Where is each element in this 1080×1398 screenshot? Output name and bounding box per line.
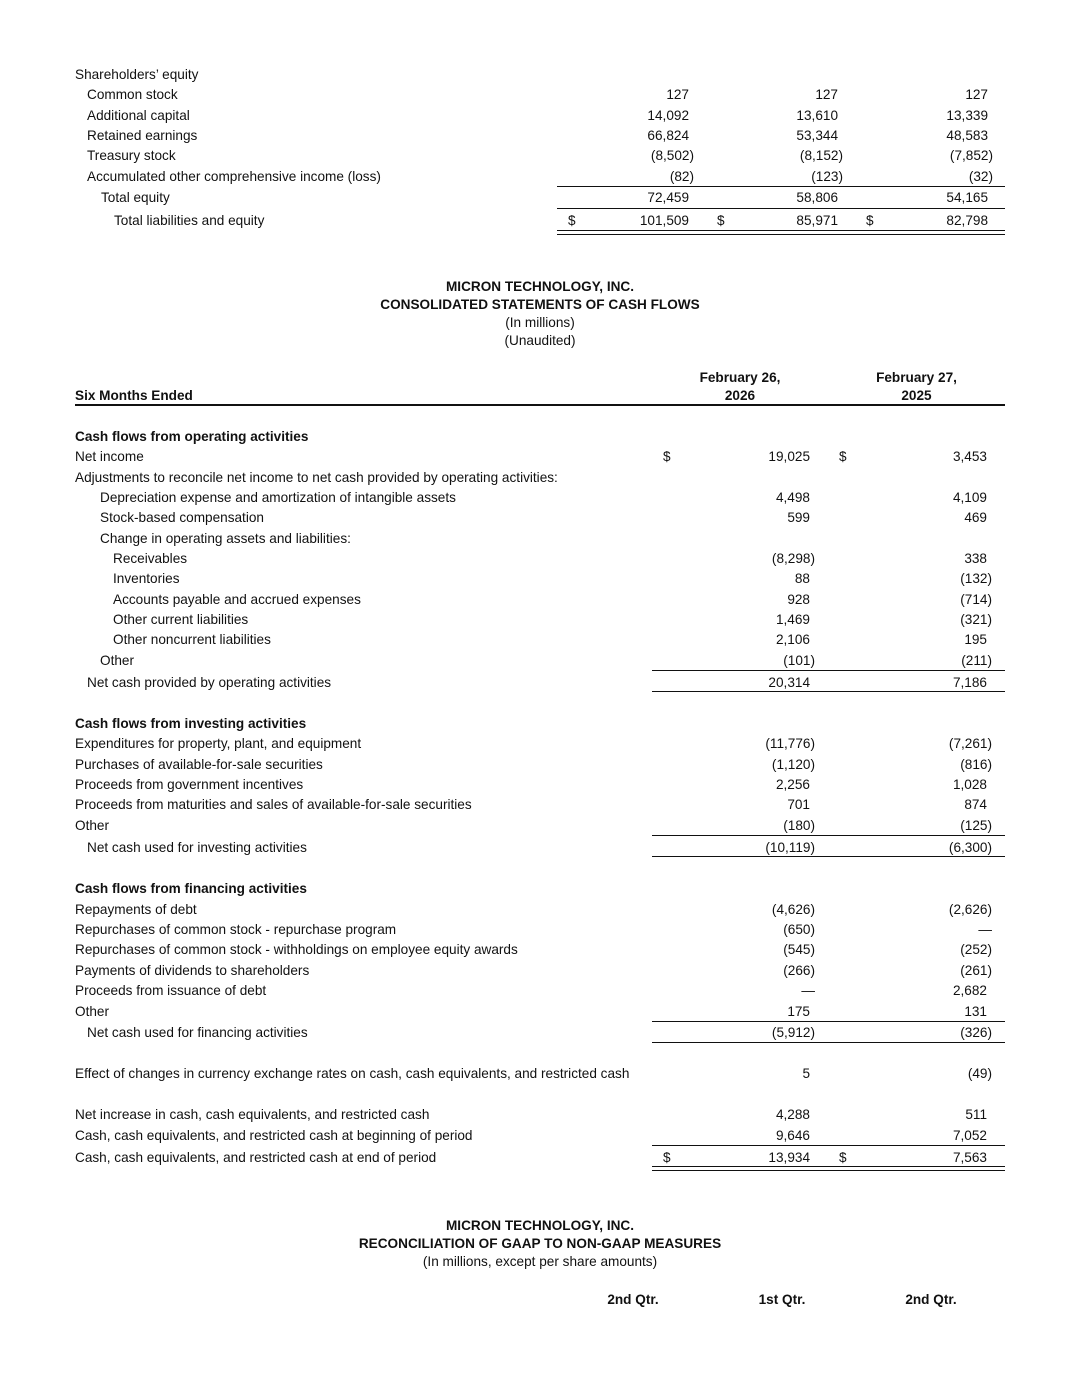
value-col-1: 66,824 bbox=[647, 128, 689, 143]
table-row bbox=[0, 755, 1080, 775]
currency-symbol: $ bbox=[663, 1150, 671, 1165]
net-operating-row bbox=[0, 673, 1080, 693]
value-col-1: 127 bbox=[666, 87, 689, 102]
value-col-1: (180) bbox=[783, 818, 815, 833]
value-col-3: (7,852) bbox=[949, 148, 993, 163]
column-header-2-line2: 2025 bbox=[901, 388, 932, 403]
section-heading: Cash flows from financing activities bbox=[75, 881, 307, 896]
value-col-2: (2,626) bbox=[948, 901, 992, 917]
value-col-1: (1,120) bbox=[771, 756, 815, 772]
value-col-1: 72,459 bbox=[647, 190, 689, 205]
column-header-2-line1: February 27, bbox=[876, 370, 957, 385]
total-rule bbox=[652, 856, 1005, 857]
value-col-1: 2,256 bbox=[775, 777, 810, 792]
row-label: Accounts payable and accrued expenses bbox=[113, 591, 361, 607]
value-col-2: 85,971 bbox=[796, 213, 838, 228]
row-label: Other current liabilities bbox=[113, 612, 249, 627]
value-col-2: 874 bbox=[964, 797, 987, 812]
row-label: Purchases of available-for-sale securities bbox=[75, 756, 323, 772]
audit-status: (Unaudited) bbox=[504, 333, 576, 348]
grand-total-double-rule bbox=[557, 230, 1005, 235]
period-label: Six Months Ended bbox=[75, 388, 193, 403]
net-investing-row bbox=[0, 838, 1080, 858]
row-label: Other bbox=[75, 1004, 109, 1019]
row-label: Proceeds from government incentives bbox=[75, 777, 304, 792]
value-col-1: 19,025 bbox=[768, 449, 810, 464]
row-label: Net cash used for financing activities bbox=[87, 1025, 308, 1040]
section-label: Shareholders’ equity bbox=[75, 67, 199, 82]
table-row bbox=[0, 106, 1080, 126]
value-col-2: (49) bbox=[967, 1066, 992, 1081]
value-col-1: (8,298) bbox=[771, 551, 815, 566]
value-col-3: (32) bbox=[968, 169, 993, 184]
total-liabilities-equity-row bbox=[0, 211, 1080, 231]
value-col-1: (4,626) bbox=[771, 901, 815, 917]
table-row bbox=[0, 590, 1080, 610]
row-label: Change in operating assets and liabilities: bbox=[100, 530, 351, 546]
table-row bbox=[0, 488, 1080, 508]
row-label: Payments of dividends to shareholders bbox=[75, 962, 310, 978]
row-label: Net cash used for investing activities bbox=[87, 840, 307, 855]
shareholders-equity-heading-row bbox=[0, 65, 1080, 85]
subtotal-rule bbox=[652, 1021, 1005, 1022]
value-col-1: (82) bbox=[669, 169, 694, 184]
value-col-2: (816) bbox=[960, 756, 992, 772]
value-col-2: (714) bbox=[960, 591, 992, 607]
subtotal-rule bbox=[652, 670, 1005, 671]
value-col-2: 338 bbox=[964, 551, 987, 566]
value-col-1: (650) bbox=[783, 922, 815, 937]
value-col-1: (8,502) bbox=[650, 148, 694, 163]
table-row bbox=[0, 447, 1080, 467]
value-col-2: 58,806 bbox=[796, 190, 838, 205]
operating-heading-row bbox=[0, 427, 1080, 447]
row-label: Other bbox=[100, 653, 134, 668]
value-col-1: 88 bbox=[794, 571, 810, 586]
table-row bbox=[0, 85, 1080, 105]
table-row bbox=[0, 940, 1080, 960]
row-label: Repayments of debt bbox=[75, 901, 197, 917]
value-col-1: 701 bbox=[787, 797, 810, 812]
row-label: Net increase in cash, cash equivalents, and restricted cash bbox=[75, 1107, 430, 1122]
table-row bbox=[0, 167, 1080, 187]
value-col-1: 1,469 bbox=[775, 612, 810, 627]
table-row bbox=[0, 795, 1080, 815]
column-header-3: 2nd Qtr. bbox=[905, 1292, 957, 1307]
value-col-1: (10,119) bbox=[765, 840, 815, 855]
total-rule bbox=[557, 208, 1005, 209]
value-col-3: 48,583 bbox=[946, 128, 988, 143]
value-col-2: 7,186 bbox=[952, 675, 987, 690]
table-row bbox=[0, 569, 1080, 589]
subtotal-rule bbox=[652, 1145, 1005, 1146]
value-col-1: 175 bbox=[787, 1004, 810, 1019]
row-label: Net income bbox=[75, 449, 144, 464]
row-label: Depreciation expense and amortization of intangible assets bbox=[100, 490, 456, 505]
value-col-2: 511 bbox=[965, 1107, 987, 1122]
table-row bbox=[0, 146, 1080, 166]
section-heading: Cash flows from operating activities bbox=[75, 429, 309, 444]
table-row bbox=[0, 508, 1080, 528]
net-increase-row bbox=[0, 1105, 1080, 1125]
table-row bbox=[0, 630, 1080, 650]
value-col-2: (125) bbox=[960, 818, 992, 833]
table-row bbox=[0, 549, 1080, 569]
value-col-2: 4,109 bbox=[952, 490, 987, 505]
row-label: Other noncurrent liabilities bbox=[113, 632, 271, 647]
table-row bbox=[0, 529, 1080, 549]
value-col-1: 20,314 bbox=[768, 675, 810, 690]
column-header-1-line1: February 26, bbox=[699, 370, 781, 385]
value-col-2: 2,682 bbox=[952, 983, 987, 998]
statement-title: RECONCILIATION OF GAAP TO NON-GAAP MEASURES bbox=[358, 1236, 722, 1251]
subtotal-rule bbox=[557, 186, 1005, 187]
value-col-2: 195 bbox=[964, 632, 987, 647]
table-row bbox=[0, 468, 1080, 488]
row-label: Treasury stock bbox=[87, 148, 176, 163]
value-col-2: (132) bbox=[960, 571, 992, 586]
table-row bbox=[0, 920, 1080, 940]
value-col-2: (211) bbox=[961, 653, 992, 668]
row-label: Cash, cash equivalents, and restricted cash at beginning of period bbox=[75, 1128, 473, 1143]
table-row bbox=[0, 610, 1080, 630]
row-label: Net cash provided by operating activities bbox=[87, 675, 332, 690]
value-col-1: (545) bbox=[783, 942, 815, 957]
fx-effect-row bbox=[0, 1064, 1080, 1084]
ending-cash-row bbox=[0, 1148, 1080, 1168]
column-header-1 bbox=[652, 369, 828, 405]
value-col-2: (252) bbox=[960, 942, 992, 957]
total-equity-row bbox=[0, 188, 1080, 208]
table-row bbox=[0, 981, 1080, 1001]
row-label: Additional capital bbox=[87, 107, 190, 123]
value-col-1: (11,776) bbox=[765, 736, 815, 751]
row-label: Cash, cash equivalents, and restricted cash at end of period bbox=[75, 1150, 437, 1165]
row-label: Repurchases of common stock - withholdings on employee equity awards bbox=[75, 942, 518, 957]
value-col-3: 54,165 bbox=[946, 190, 988, 205]
value-col-1: 9,646 bbox=[775, 1128, 810, 1143]
row-label: Total equity bbox=[101, 190, 170, 205]
value-col-1: (101) bbox=[783, 653, 815, 668]
table-row bbox=[0, 126, 1080, 146]
table-row bbox=[0, 900, 1080, 920]
value-col-2: (261) bbox=[960, 962, 992, 978]
table-row bbox=[0, 651, 1080, 671]
value-col-3: 127 bbox=[965, 87, 988, 102]
value-col-2: (326) bbox=[960, 1025, 992, 1040]
value-col-1: (5,912) bbox=[771, 1025, 815, 1040]
units-note: (In millions, except per share amounts) bbox=[422, 1254, 658, 1269]
value-col-1: 2,106 bbox=[775, 632, 810, 647]
value-col-2: (7,261) bbox=[948, 736, 992, 751]
currency-symbol: $ bbox=[568, 213, 576, 228]
value-col-2: 469 bbox=[964, 510, 987, 525]
value-col-2: 131 bbox=[964, 1004, 987, 1019]
row-label: Proceeds from issuance of debt bbox=[75, 983, 267, 998]
value-col-3: 13,339 bbox=[946, 107, 988, 123]
value-col-1: 5 bbox=[802, 1066, 810, 1081]
units-note: (In millions) bbox=[505, 315, 575, 330]
column-header-2: 1st Qtr. bbox=[758, 1292, 806, 1307]
row-label: Effect of changes in currency exchange rates on cash, cash equivalents, and restricted cash bbox=[75, 1066, 630, 1081]
value-col-1: 4,498 bbox=[775, 490, 810, 505]
value-col-1: (266) bbox=[783, 962, 815, 978]
header-rule bbox=[75, 404, 1005, 406]
value-col-2: (6,300) bbox=[948, 840, 992, 855]
row-label: Total liabilities and equity bbox=[114, 213, 265, 228]
total-rule bbox=[652, 691, 1005, 692]
table-row bbox=[0, 734, 1080, 754]
value-col-2: (321) bbox=[960, 612, 992, 627]
value-col-2: 127 bbox=[815, 87, 838, 102]
row-label: Adjustments to reconcile net income to net cash provided by operating activities: bbox=[75, 469, 558, 485]
statement-title: CONSOLIDATED STATEMENTS OF CASH FLOWS bbox=[380, 297, 700, 312]
row-label: Common stock bbox=[87, 87, 178, 102]
row-label: Accumulated other comprehensive income (loss) bbox=[87, 169, 381, 184]
currency-symbol: $ bbox=[839, 1150, 847, 1165]
value-col-3: 82,798 bbox=[946, 213, 988, 228]
value-col-1: 4,288 bbox=[775, 1107, 810, 1122]
currency-symbol: $ bbox=[866, 213, 874, 228]
currency-symbol: $ bbox=[717, 213, 725, 228]
value-col-2: (8,152) bbox=[799, 148, 843, 163]
value-col-2: 13,610 bbox=[796, 107, 838, 123]
currency-symbol: $ bbox=[839, 449, 847, 464]
value-col-2: 1,028 bbox=[952, 777, 987, 792]
value-col-2: 3,453 bbox=[952, 449, 987, 464]
value-col-2: 7,052 bbox=[952, 1128, 987, 1143]
value-col-1: 101,509 bbox=[639, 213, 689, 228]
value-col-1: 14,092 bbox=[647, 107, 689, 123]
column-header-1: 2nd Qtr. bbox=[607, 1292, 659, 1307]
value-col-1: 13,934 bbox=[768, 1150, 810, 1165]
table-row bbox=[0, 1002, 1080, 1022]
investing-heading-row bbox=[0, 714, 1080, 734]
value-col-1: 599 bbox=[787, 510, 810, 525]
grand-total-double-rule bbox=[652, 1166, 1005, 1171]
currency-symbol: $ bbox=[663, 449, 671, 464]
row-label: Receivables bbox=[113, 551, 188, 566]
value-col-1: — bbox=[801, 983, 815, 998]
value-col-2: 7,563 bbox=[952, 1150, 987, 1165]
row-label: Expenditures for property, plant, and equipment bbox=[75, 736, 362, 751]
row-label: Other bbox=[75, 818, 109, 833]
table-row bbox=[0, 816, 1080, 836]
value-col-2: (123) bbox=[811, 169, 843, 184]
row-label: Stock-based compensation bbox=[100, 510, 264, 525]
company-name: MICRON TECHNOLOGY, INC. bbox=[445, 1218, 635, 1233]
company-name: MICRON TECHNOLOGY, INC. bbox=[445, 279, 635, 294]
row-label: Inventories bbox=[113, 571, 180, 586]
net-financing-row bbox=[0, 1023, 1080, 1043]
row-label: Repurchases of common stock - repurchase program bbox=[75, 922, 397, 937]
subtotal-rule bbox=[652, 835, 1005, 836]
value-col-1: 928 bbox=[787, 591, 810, 607]
table-row bbox=[0, 775, 1080, 795]
table-row bbox=[0, 961, 1080, 981]
row-label: Retained earnings bbox=[87, 128, 198, 143]
value-col-2: 53,344 bbox=[796, 128, 838, 143]
column-header-1-line2: 2026 bbox=[724, 388, 756, 403]
row-label: Proceeds from maturities and sales of available-for-sale securities bbox=[75, 797, 472, 812]
column-header-2 bbox=[828, 369, 1005, 405]
total-rule bbox=[652, 1042, 1005, 1043]
beginning-cash-row bbox=[0, 1126, 1080, 1146]
financing-heading-row bbox=[0, 879, 1080, 899]
value-col-2: — bbox=[978, 922, 992, 937]
section-heading: Cash flows from investing activities bbox=[75, 716, 307, 731]
